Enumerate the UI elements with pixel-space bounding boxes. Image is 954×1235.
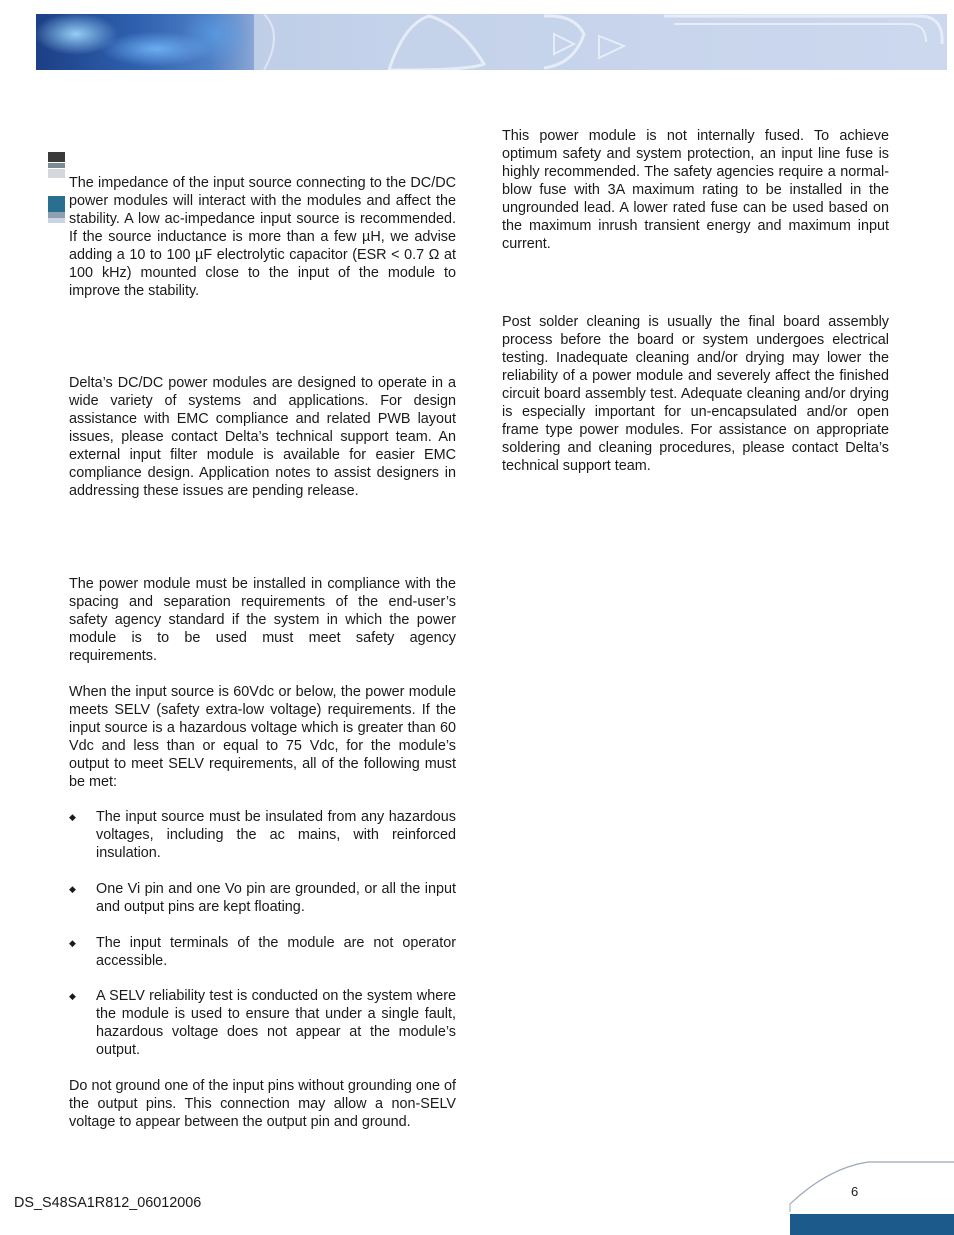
bullet-text: The input source must be insulated from any hazardous voltages, including the ac mains, with reinforced insulation. (96, 809, 456, 861)
safety-text-2: When the input source is 60Vdc or below, the power module meets SELV (safety extra-low voltage) requirements. If the input source is a hazardous voltage which is greater than 60 Vdc and less than or equal to 75 Vdc, for the module’s output to meet SELV requirements, all of the following must be met: (69, 684, 456, 790)
bullet-diamond-icon: ◆ (69, 938, 76, 948)
section-marker-gray (48, 163, 65, 168)
page-number: 6 (851, 1184, 859, 1199)
list-item (69, 808, 456, 862)
list-item (69, 934, 456, 970)
bullet-text: One Vi pin and one Vo pin are grounded, or all the input and output pins are kept floating. (96, 881, 456, 915)
section-marker-pale (48, 218, 65, 223)
safety-paragraph-1 (69, 575, 456, 665)
banner-logo-shapes (254, 14, 947, 70)
bullet-text: A SELV reliability test is conducted on the system where the module is used to ensure that under a single fault, hazardous voltage does not appear at the module’s output. (96, 988, 456, 1058)
list-item (69, 880, 456, 916)
cleaning-paragraph (502, 313, 889, 475)
banner-photo (36, 14, 254, 70)
input-impedance-paragraph (69, 174, 456, 300)
bullet-text: The input terminals of the module are not operator accessible. (96, 935, 456, 969)
footer-tab-graphic (788, 1158, 954, 1235)
safety-text-3: Do not ground one of the input pins without grounding one of the output pins. This connection may allow a non-SELV voltage to appear between the output pin and ground. (69, 1078, 456, 1130)
emc-text: Delta’s DC/DC power modules are designed to operate in a wide variety of systems and applications. For design assistance with EMC compliance and related PWB layout issues, please contact Delta’s technical support team. An external input filter module is available for easier EMC compliance design. Application notes to assist designers in addressing these issues are pending release. (69, 375, 456, 499)
bullet-diamond-icon: ◆ (69, 812, 76, 822)
safety-text-1: The power module must be installed in compliance with the spacing and separation requirements of the end-user’s safety agency standard if the system in which the power module is to be used must meet safety agency requirements. (69, 576, 456, 664)
bullet-diamond-icon: ◆ (69, 991, 76, 1001)
bullet-diamond-icon: ◆ (69, 884, 76, 894)
fusing-text: This power module is not internally fused. To achieve optimum safety and system protection, an input line fuse is highly recommended. The safety agencies require a normal-blow fuse with 3A maximum rating to be installed in the ungrounded lead. A lower rated fuse can be used based on the maximum inrush transient energy and maximum input current. (502, 128, 889, 252)
section-marker-light (48, 169, 65, 178)
emc-paragraph (69, 374, 456, 500)
input-impedance-text: The impedance of the input source connecting to the DC/DC power modules will interact with the modules and affect the stability. A low ac-impedance input source is recommended. If the source inductance is more than a few µH, we advise adding a 10 to 100 µF electrolytic capacitor (ESR < 0.7 Ω at 100 kHz) mounted close to the input of the module to improve the stability. (69, 175, 456, 299)
safety-paragraph-2 (69, 683, 456, 791)
section-marker-dark (48, 152, 65, 162)
header-banner (36, 14, 947, 70)
cleaning-text: Post solder cleaning is usually the final board assembly process before the board or system undergoes electrical testing. Inadequate cleaning and/or drying may lower the reliability of a power module and severely affect the finished circuit board assembly test. Adequate cleaning and/or drying is especially important for un-encapsulated and/or open frame type power modules. For assistance on appropriate soldering and cleaning procedures, please contact Delta’s technical support team. (502, 314, 889, 474)
fusing-paragraph (502, 127, 889, 253)
list-item (69, 987, 456, 1059)
safety-paragraph-3 (69, 1077, 456, 1131)
document-id: DS_S48SA1R812_06012006 (14, 1195, 202, 1211)
section-marker-teal (48, 196, 65, 212)
